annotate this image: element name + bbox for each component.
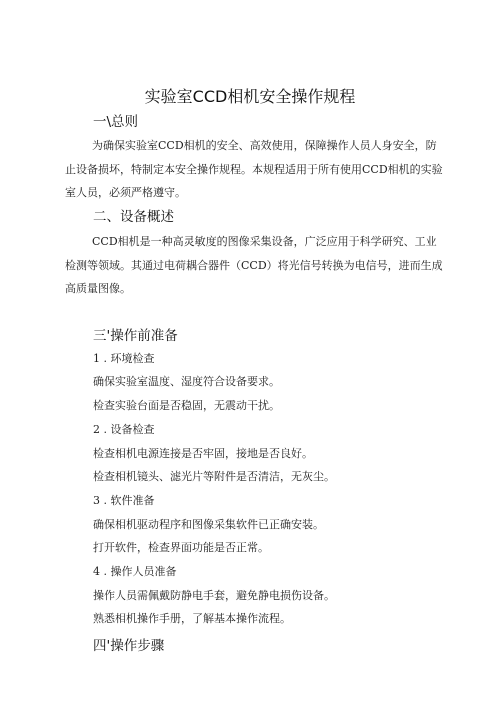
list-item: 打开软件，检查界面功能是否正常。	[93, 541, 269, 554]
section-heading-overview: 二、设备概述	[93, 209, 174, 225]
section-body-general: 为确保实验室CCD相机的安全、高效使用，保障操作人员人身安全，防止设备损坏，特制定本安全操作规程。本规程适用于所有使用CCD相机的实验室人员，必须严格遵守。	[65, 139, 443, 199]
subsection-title-software: 3 . 软件准备	[93, 494, 155, 507]
section-body-overview: CCD相机是一种高灵敏度的图像采集设备，广泛应用于科学研究、工业检测等领域。其通过电荷耦合器件（CCD）将光信号转换为电信号，进而生成高质量图像。	[65, 235, 443, 295]
section-heading-preparation: 三'操作前准备	[93, 328, 178, 344]
subsection-title-environment: 1 . 环境检查	[93, 352, 155, 365]
list-item: 操作人员需佩戴防静电手套，避免静电损伤设备。	[93, 589, 335, 602]
subsection-title-operator: 4 . 操作人员准备	[93, 565, 177, 578]
list-item: 确保实验室温度、湿度符合设备要求。	[93, 375, 280, 388]
section-heading-steps: 四'操作步骤	[93, 638, 165, 654]
subsection-title-equipment: 2 . 设备检查	[93, 423, 155, 436]
list-item: 确保相机驱动程序和图像采集软件已正确安装。	[93, 518, 324, 531]
section-heading-general: 一\总则	[93, 114, 139, 130]
list-item: 检查相机镜头、滤光片等附件是否清洁，无灰尘。	[93, 470, 335, 483]
list-item: 检查实验台面是否稳固，无震动干扰。	[93, 399, 280, 412]
document-title: 实验室CCD相机安全操作规程	[144, 87, 356, 106]
list-item: 熟悉相机操作手册，了解基本操作流程。	[93, 612, 291, 625]
list-item: 检查相机电源连接是否牢固，接地是否良好。	[93, 447, 313, 460]
